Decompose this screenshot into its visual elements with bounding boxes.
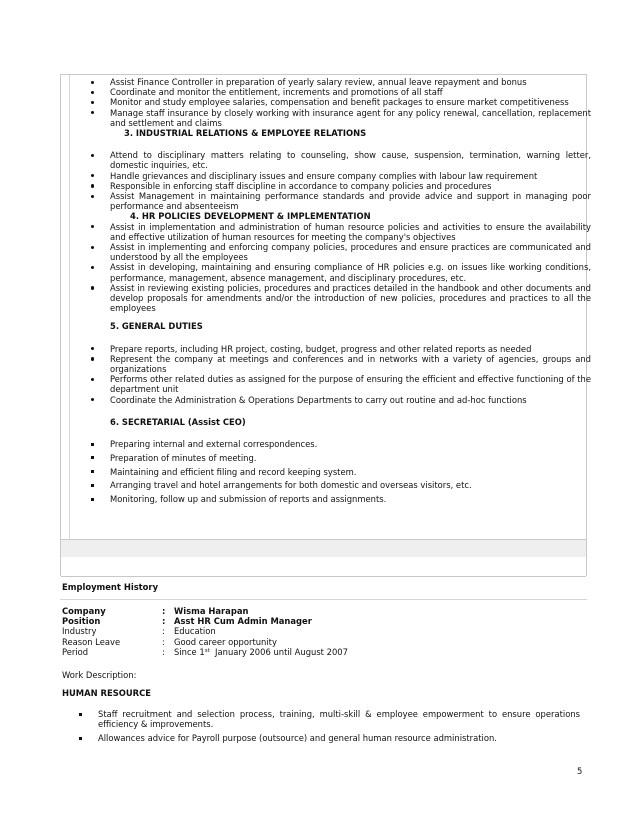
intro-list <box>86 77 591 128</box>
detail-row-reason-leave <box>62 637 582 647</box>
section-3-list <box>86 150 591 211</box>
list-item: Attend to disciplinary matters relating to counseling, show cause, suspension, termination, warning letter, domestic inquiries, etc. <box>86 150 591 170</box>
list-item: Monitor and study employee salaries, compensation and benefit packages to ensure market competitiveness <box>86 97 591 107</box>
detail-key: Reason Leave <box>62 636 121 647</box>
employment-history-title: Employment History <box>62 582 159 592</box>
section-3-heading: 3. INDUSTRIAL RELATIONS & EMPLOYEE RELATIONS <box>124 128 367 139</box>
detail-value: Asst HR Cum Admin Manager <box>174 616 312 627</box>
detail-colon: : <box>162 626 165 637</box>
period-suffix: January 2006 until August 2007 <box>209 646 348 657</box>
list-item: Assist Finance Controller in preparation of yearly salary review, annual leave repayment and bonus <box>86 77 591 87</box>
detail-row-period <box>62 647 582 657</box>
responsibilities-content <box>86 77 591 508</box>
table-empty-row <box>61 557 586 577</box>
list-item: Responsible in enforcing staff discipline in accordance to company policies and procedures <box>86 181 591 191</box>
detail-key: Period <box>62 646 89 657</box>
list-item: Monitoring, follow up and submission of reports and assignments. <box>86 494 591 504</box>
employment-history-rule <box>60 599 587 600</box>
list-item: Assist in reviewing existing policies, procedures and practices detailed in the handbook and other documents and develop proposals for amendments and/or the introduction of new policies, procedures and practices to all the employees <box>86 283 591 314</box>
list-item: Represent the company at meetings and conferences and in networks with a variety of agencies, groups and organizations <box>86 354 591 374</box>
list-item: Assist Management in maintaining performance standards and provide advice and support in managing poor performance and absenteeism <box>86 191 591 211</box>
list-item: Coordinate and monitor the entitlement, increments and promotions of all staff <box>86 87 591 97</box>
human-resource-list <box>74 709 580 748</box>
detail-colon: : <box>162 606 166 616</box>
detail-colon: : <box>162 646 165 657</box>
section-4-list <box>86 222 591 314</box>
section-6-list <box>86 439 591 504</box>
section-6-heading: 6. SECRETARIAL (Assist CEO) <box>110 416 246 427</box>
detail-key: Position <box>62 616 101 627</box>
list-item: Handle grievances and disciplinary issues and ensure company complies with labour law requirement <box>86 171 591 181</box>
list-item: Prepare reports, including HR project, costing, budget, progress and other related reports as needed <box>86 344 591 354</box>
detail-key: Industry <box>62 626 97 637</box>
list-item: Assist in implementing and enforcing company policies, procedures and ensure practices are communicated and understood by all the employees <box>86 242 591 262</box>
detail-key: Company <box>62 606 106 616</box>
section-5-list <box>86 344 591 405</box>
list-item: Allowances advice for Payroll purpose (outsource) and general human resource administration. <box>74 733 580 743</box>
list-item: Coordinate the Administration & Operations Departments to carry out routine and ad-hoc functions <box>86 395 591 405</box>
detail-value: Good career opportunity <box>174 636 277 647</box>
detail-value <box>174 647 582 657</box>
list-item: Maintaining and efficient filing and record keeping system. <box>86 467 591 477</box>
list-item: Preparation of minutes of meeting. <box>86 453 591 463</box>
period-ordinal: st <box>204 647 210 654</box>
detail-value: Wisma Harapan <box>174 606 249 616</box>
page-number: 5 <box>577 766 583 776</box>
table-left-rule <box>69 75 70 575</box>
table-empty-row <box>61 539 586 559</box>
section-5-heading: 5. GENERAL DUTIES <box>110 321 203 332</box>
list-item: Assist in developing, maintaining and ensuring compliance of HR policies e.g. on issues like working conditions, performance, management, absence management, and disciplinary procedures, etc. <box>86 262 591 282</box>
human-resource-heading: HUMAN RESOURCE <box>62 688 151 698</box>
employment-details <box>62 606 582 657</box>
section-4-heading: 4. HR POLICIES DEVELOPMENT & IMPLEMENTATION <box>130 211 371 222</box>
list-item: Preparing internal and external correspondences. <box>86 439 591 449</box>
detail-colon: : <box>162 636 165 647</box>
list-item: Arranging travel and hotel arrangements for both domestic and overseas visitors, etc. <box>86 480 591 490</box>
period-prefix: Since 1 <box>174 646 205 657</box>
list-item: Staff recruitment and selection process, training, multi-skill & employee empowerment to ensure operations efficiency & improvements. <box>74 709 580 729</box>
detail-row-industry <box>62 626 582 636</box>
detail-row-company <box>62 606 582 616</box>
work-description-label: Work Description: <box>62 670 137 680</box>
detail-colon: : <box>162 616 166 627</box>
detail-value: Education <box>174 626 216 637</box>
list-item: Performs other related duties as assigned for the purpose of ensuring the efficient and effective functioning of the department unit <box>86 374 591 394</box>
list-item: Manage staff insurance by closely working with insurance agent for any policy renewal, cancellation, replacement and settlement and claims <box>86 108 591 128</box>
list-item: Assist in implementation and administration of human resource policies and activities to ensure the availability and effective utilization of human resources for meeting the company's objectives <box>86 222 591 242</box>
detail-row-position <box>62 616 582 626</box>
